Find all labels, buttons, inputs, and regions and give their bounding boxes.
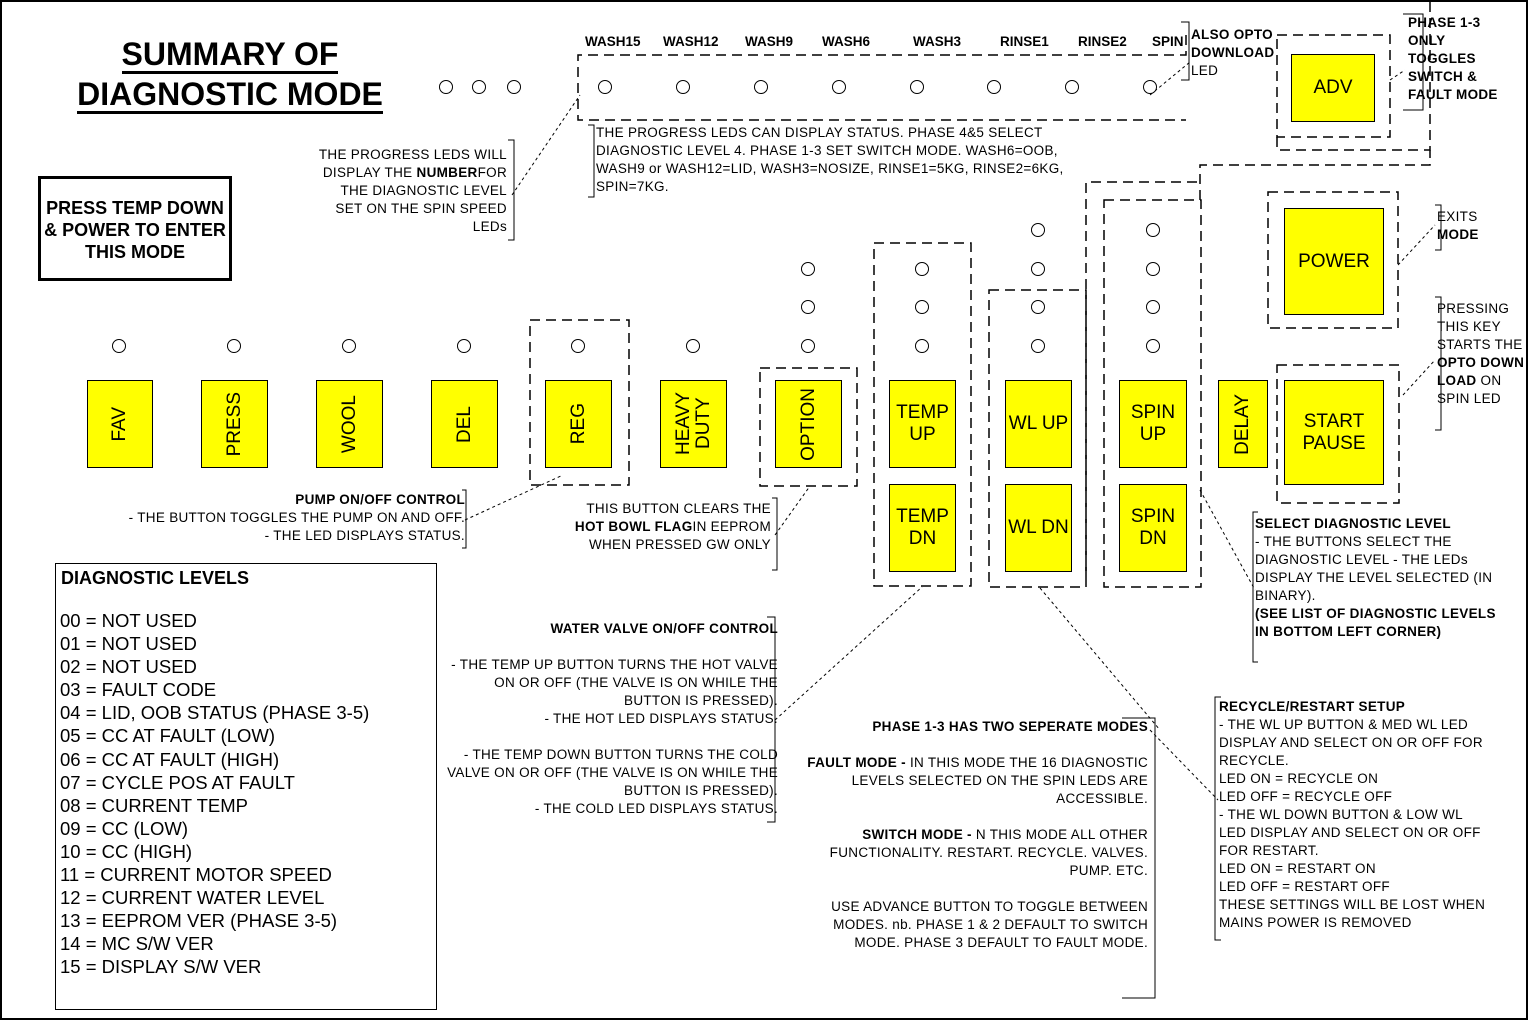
level-item: 10 = CC (HIGH)	[60, 840, 193, 862]
temp-dn-button[interactable]: TEMP DN	[889, 484, 956, 572]
wl-led	[1031, 339, 1045, 353]
recycle-restart-note: RECYCLE/RESTART SETUP - THE WL UP BUTTON & MED WL LED DISPLAY AND SELECT ON OR OFF FOR RECYCLE. LED ON = RECYCLE ON LED OFF = RECYCLE OFF - THE WL DOWN BUTTON & LOW WL LED DISPLAY AND SELECT ON OR OFF FOR RESTART. LED ON = RESTART ON LED OFF = RESTART OFF THESE SETTINGS WILL BE LOST WHEN MAINS POWER IS REMOVED	[1219, 699, 1486, 930]
wool-led	[342, 339, 356, 353]
level-item: 13 = EEPROM VER (PHASE 3-5)	[60, 910, 338, 932]
level-item: 02 = NOT USED	[60, 656, 197, 678]
spin-speed-led	[1146, 300, 1160, 314]
opto-led-note: ALSO OPTO DOWNLOAD LED	[1191, 27, 1275, 78]
option-led	[801, 262, 815, 276]
progress-status-note: THE PROGRESS LEDS CAN DISPLAY STATUS. PHASE 4&5 SELECT DIAGNOSTIC LEVEL 4. PHASE 1-3 SET SWITCH MODE. WASH6=OOB, WASH9 or WASH12=LID, WASH3=NOSIZE, RINSE1=5KG, RINSE2=6KG, SPIN=7KG.	[596, 125, 1064, 194]
progress-led	[472, 80, 486, 94]
level-item: 09 = CC (LOW)	[60, 817, 188, 839]
select-level-note: SELECT DIAGNOSTIC LEVEL - THE BUTTONS SELECT THE DIAGNOSTIC LEVEL - THE LEDs DISPLAY THE LEVEL SELECTED (IN BINARY). (SEE LIST OF DIAGNOSTIC LEVELS IN BOTTOM LEFT CORNER)	[1255, 516, 1496, 639]
level-item: 07 = CYCLE POS AT FAULT	[60, 771, 295, 793]
level-item: 08 = CURRENT TEMP	[60, 794, 248, 816]
fav-led	[112, 339, 126, 353]
rinse1-led	[987, 80, 1001, 94]
hot-bowl-note: THIS BUTTON CLEARS THE HOT BOWL FLAGIN EEPROM WHEN PRESSED GW ONLY	[574, 501, 771, 552]
reg-led	[571, 339, 585, 353]
level-item: 14 = MC S/W VER	[60, 933, 214, 955]
option-led	[801, 300, 815, 314]
wash12-led	[676, 80, 690, 94]
temp-led	[915, 262, 929, 276]
diagnostic-levels-heading: DIAGNOSTIC LEVELS	[61, 568, 250, 588]
page-title	[60, 36, 400, 116]
spin-label: SPIN	[1152, 34, 1184, 49]
fav-button[interactable]: FAV	[87, 380, 153, 468]
spin-led	[1143, 80, 1157, 94]
level-item: 00 = NOT USED	[60, 610, 197, 631]
temp-led	[915, 300, 929, 314]
level-item: 01 = NOT USED	[60, 633, 197, 655]
enter-mode-box: PRESS TEMP DOWN & POWER TO ENTER THIS MODE	[38, 176, 232, 281]
wash9-led	[754, 80, 768, 94]
wl-led	[1031, 300, 1045, 314]
heavy-duty-led	[686, 339, 700, 353]
wash12-label: WASH12	[663, 34, 719, 49]
del-button[interactable]: DEL	[431, 380, 498, 468]
wl-dn-button[interactable]: WL DN	[1005, 484, 1072, 572]
pump-note: PUMP ON/OFF CONTROL - THE BUTTON TOGGLES THE PUMP ON AND OFF. - THE LED DISPLAYS STATUS.	[128, 492, 465, 543]
power-button[interactable]: POWER	[1284, 208, 1384, 315]
level-item: 05 = CC AT FAULT (LOW)	[60, 725, 276, 747]
phase-toggle-note: PHASE 1-3 ONLY TOGGLES SWITCH & FAULT MODE	[1408, 15, 1498, 102]
wash15-label: WASH15	[585, 34, 641, 49]
spin-speed-led	[1146, 223, 1160, 237]
level-item: 03 = FAULT CODE	[60, 679, 217, 701]
exits-note: EXITS MODE	[1437, 209, 1479, 242]
reg-button[interactable]: REG	[545, 380, 612, 468]
wash3-label: WASH3	[913, 34, 962, 49]
spin-speed-led	[1146, 262, 1160, 276]
wl-led	[1031, 223, 1045, 237]
progress-number-note: THE PROGRESS LEDS WILL DISPLAY THE NUMBERFOR THE DIAGNOSTIC LEVEL SET ON THE SPIN SPEED LEDs	[318, 147, 507, 234]
title-line-2: DIAGNOSTIC MODE	[77, 76, 383, 112]
press-button[interactable]: PRESS	[201, 380, 268, 468]
temp-led	[915, 339, 929, 353]
level-item: 12 = CURRENT WATER LEVEL	[60, 887, 325, 909]
rinse2-label: RINSE2	[1078, 34, 1127, 49]
temp-up-button[interactable]: TEMP UP	[889, 380, 956, 468]
progress-led	[439, 80, 453, 94]
wash6-label: WASH6	[822, 34, 871, 49]
rinse1-label: RINSE1	[1000, 34, 1049, 49]
opto-download-note: PRESSING THIS KEY STARTS THE OPTO DOWN LOAD ON SPIN LED	[1437, 301, 1525, 406]
wl-led	[1031, 262, 1045, 276]
start-pause-button[interactable]: START PAUSE	[1284, 380, 1384, 485]
heavy-duty-button[interactable]: HEAVY DUTY	[660, 380, 727, 468]
option-button[interactable]: OPTION	[775, 380, 842, 468]
spin-speed-led	[1146, 339, 1160, 353]
adv-button[interactable]: ADV	[1291, 54, 1375, 122]
del-led	[457, 339, 471, 353]
phase-modes-note: PHASE 1-3 HAS TWO SEPERATE MODES FAULT MODE - IN THIS MODE THE 16 DIAGNOSTIC LEVELS SELECTED ON THE SPIN LEDS ARE ACCESSIBLE. SWITCH MODE - N THIS MODE ALL OTHER FUNCTIONALITY. RESTART. RECYCLE. VALVES. PUMP. ETC. USE ADVANCE BUTTON TO TOGGLE BETWEEN MODES. nb. PHASE 1 & 2 DEFAULT TO SWITCH MODE. PHASE 3 DEFAULT TO FAULT MODE.	[807, 719, 1148, 950]
wash15-led	[598, 80, 612, 94]
spin-dn-button[interactable]: SPIN DN	[1119, 484, 1187, 572]
rinse2-led	[1065, 80, 1079, 94]
wash9-label: WASH9	[745, 34, 794, 49]
press-led	[227, 339, 241, 353]
diagnostic-levels-box	[55, 563, 437, 1010]
spin-up-button[interactable]: SPIN UP	[1119, 380, 1187, 468]
level-item: 04 = LID, OOB STATUS (PHASE 3-5)	[60, 702, 370, 724]
wash3-led	[910, 80, 924, 94]
progress-led	[507, 80, 521, 94]
delay-button[interactable]: DELAY	[1218, 380, 1268, 468]
wl-up-button[interactable]: WL UP	[1005, 380, 1072, 468]
title-line-1: SUMMARY OF	[121, 36, 339, 72]
wool-button[interactable]: WOOL	[316, 380, 383, 468]
level-item: 06 = CC AT FAULT (HIGH)	[60, 748, 280, 770]
wash6-led	[832, 80, 846, 94]
level-item: 11 = CURRENT MOTOR SPEED	[60, 864, 332, 886]
spin-connector	[1200, 150, 1430, 200]
water-valve-note: WATER VALVE ON/OFF CONTROL - THE TEMP UP BUTTON TURNS THE HOT VALVE ON OR OFF (THE VALVE IS ON WHILE THE BUTTON IS PRESSED). - THE HOT LED DISPLAYS STATUS. - THE TEMP DOWN BUTTON TURNS THE COLD VALVE ON OR OFF (THE VALVE IS ON WHILE THE BUTTON IS PRESSED). - THE COLD LED DISPLAYS STATUS.	[447, 621, 778, 816]
level-item: 15 = DISPLAY S/W VER	[60, 956, 262, 978]
option-led	[801, 339, 815, 353]
